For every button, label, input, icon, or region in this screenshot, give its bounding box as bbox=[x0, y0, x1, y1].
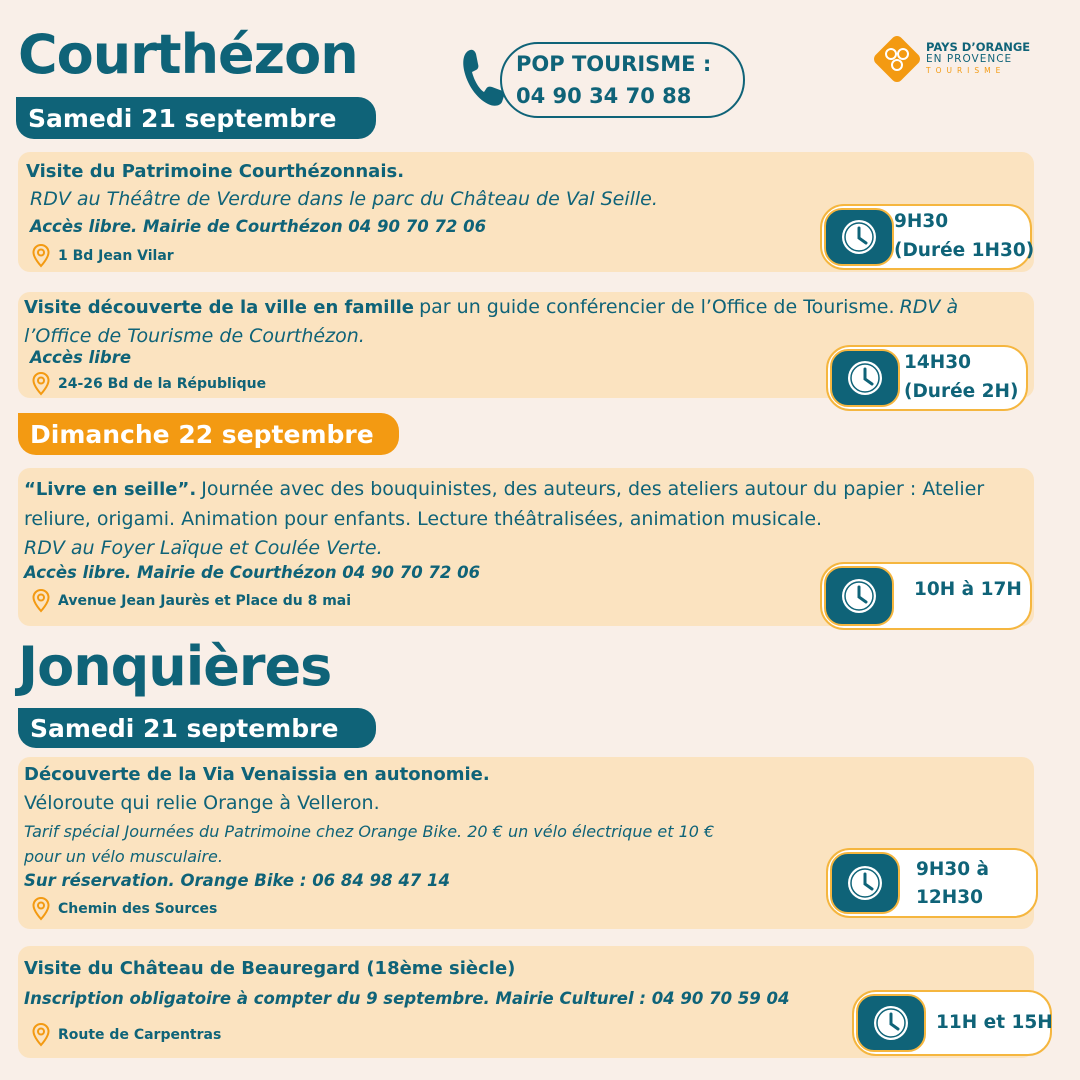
pop-tourisme-box bbox=[500, 42, 745, 118]
clock-icon bbox=[824, 566, 894, 626]
address-text: 24-26 Bd de la République bbox=[58, 376, 267, 392]
event-address bbox=[32, 1023, 221, 1047]
event-title: Visite du Patrimoine Courthézonnais. bbox=[26, 161, 405, 182]
logo-emblem-icon bbox=[872, 34, 922, 84]
event-line1 bbox=[24, 296, 958, 318]
event-desc: Véloroute qui relie Orange à Velleron. bbox=[24, 792, 380, 814]
date-label: Dimanche 22 septembre bbox=[30, 419, 374, 449]
time-line1: 9H30 bbox=[894, 211, 949, 232]
time-line2: (Durée 2H) bbox=[904, 381, 1019, 402]
event-line1 bbox=[24, 478, 984, 500]
clock-icon bbox=[830, 852, 900, 914]
contact-phone: 04 90 34 70 88 bbox=[516, 84, 692, 108]
event-rdv: RDV au Théâtre de Verdure dans le parc du Château de Val Seille. bbox=[30, 188, 658, 210]
event-access: Accès libre bbox=[30, 348, 132, 367]
event-address bbox=[32, 897, 217, 921]
location-pin-icon bbox=[32, 1023, 50, 1047]
event-title: Visite découverte de la ville en famille bbox=[24, 297, 414, 318]
logo-line1: PAYS D’ORANGE bbox=[926, 40, 1031, 54]
event-access: Accès libre. Mairie de Courthézon 04 90 70 72 06 bbox=[30, 217, 487, 236]
date-label: Samedi 21 septembre bbox=[28, 103, 337, 133]
event-desc-b: reliure, origami. Animation pour enfants. Lecture théâtralisées, animation musicale. bbox=[24, 508, 823, 530]
address-text: Avenue Jean Jaurès et Place du 8 mai bbox=[58, 593, 352, 609]
event-title: Découverte de la Via Venaissia en autonomie. bbox=[24, 764, 490, 785]
date-pill-samedi-jonquieres bbox=[18, 708, 376, 748]
time-line2: (Durée 1H30) bbox=[894, 240, 1035, 261]
time-box-chateau bbox=[852, 990, 1052, 1056]
event-address bbox=[32, 244, 174, 268]
address-text: Chemin des Sources bbox=[58, 901, 218, 917]
event-title: “Livre en seille”. bbox=[24, 479, 197, 500]
event-access: Sur réservation. Orange Bike : 06 84 98 47 14 bbox=[24, 871, 450, 890]
event-desc-a: Journée avec des bouquinistes, des auteurs, des ateliers autour du papier : Atelier bbox=[201, 478, 985, 500]
event-access: Inscription obligatoire à compter du 9 septembre. Mairie Culturel : 04 90 70 59 04 bbox=[24, 989, 790, 1008]
logo bbox=[872, 34, 1042, 84]
clock-icon bbox=[830, 349, 900, 407]
logo-line3: TOURISME bbox=[926, 66, 1006, 75]
location-pin-icon bbox=[32, 897, 50, 921]
city-title-jonquieres: Jonquières bbox=[18, 635, 332, 698]
clock-icon bbox=[824, 208, 894, 266]
time-text: 11H et 15H bbox=[936, 1012, 1053, 1033]
event-rdv-a: RDV à bbox=[899, 296, 959, 318]
city-title-courthezon: Courthézon bbox=[18, 23, 358, 86]
time-text: 10H à 17H bbox=[914, 579, 1022, 600]
time-box-via-venaissia bbox=[826, 848, 1038, 918]
location-pin-icon bbox=[32, 244, 50, 268]
event-access: Accès libre. Mairie de Courthézon 04 90 70 72 06 bbox=[24, 563, 481, 582]
event-note-a: Tarif spécial Journées du Patrimoine chez Orange Bike. 20 € un vélo électrique et 10 € bbox=[24, 822, 715, 841]
date-pill-dimanche bbox=[18, 413, 399, 455]
event-rdv-b: l’Office de Tourisme de Courthézon. bbox=[24, 325, 365, 347]
event-title: Visite du Château de Beauregard (18ème siècle) bbox=[24, 958, 516, 979]
logo-line2: EN PROVENCE bbox=[926, 53, 1013, 65]
event-address bbox=[32, 372, 266, 396]
time-box-famille bbox=[826, 345, 1028, 411]
event-address bbox=[32, 589, 351, 613]
contact-label: POP TOURISME : bbox=[516, 52, 712, 76]
location-pin-icon bbox=[32, 372, 50, 396]
date-pill-samedi-courthezon bbox=[16, 97, 376, 139]
address-text: Route de Carpentras bbox=[58, 1027, 222, 1043]
date-label: Samedi 21 septembre bbox=[30, 713, 339, 743]
time-box-livre bbox=[820, 562, 1032, 630]
time-line2: 12H30 bbox=[916, 887, 983, 908]
event-note-b: pour un vélo musculaire. bbox=[24, 847, 223, 866]
address-text: 1 Bd Jean Vilar bbox=[58, 248, 174, 264]
event-rdv: RDV au Foyer Laïque et Coulée Verte. bbox=[24, 537, 383, 559]
clock-icon bbox=[856, 994, 926, 1052]
time-box-patrimoine bbox=[820, 204, 1035, 270]
location-pin-icon bbox=[32, 589, 50, 613]
time-line1: 14H30 bbox=[904, 352, 971, 373]
event-desc: par un guide conférencier de l’Office de Tourisme. bbox=[419, 296, 895, 318]
time-line1: 9H30 à bbox=[916, 859, 990, 880]
